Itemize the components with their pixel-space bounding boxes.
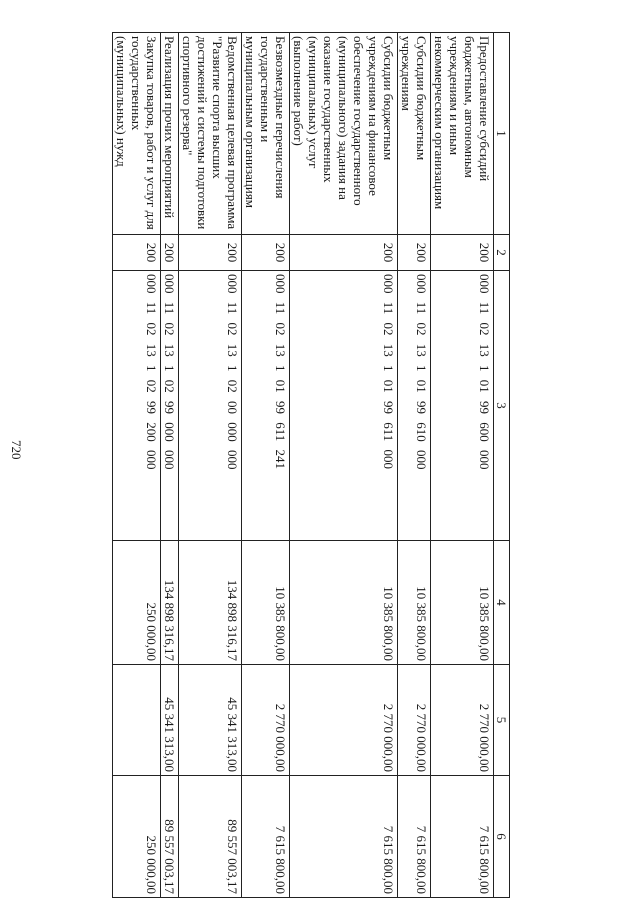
header-row — [494, 33, 510, 898]
row-col4: 250 000,00 — [113, 541, 161, 665]
row-col4: 134 898 316,17 — [179, 541, 242, 665]
row-code: 000 11 02 13 1 01 99 611 000 — [290, 271, 398, 541]
page-number: 720 — [9, 440, 24, 460]
row-code: 000 11 02 13 1 02 99 000 000 — [161, 271, 179, 541]
row-col5: 2 770 000,00 — [431, 665, 494, 776]
table-row — [161, 33, 179, 898]
row-col6: 250 000,00 — [113, 776, 161, 898]
row-col5: 2 770 000,00 — [398, 665, 431, 776]
row-name: Субсидии бюджетным учреждениям на финансовое обеспечение государственного (муниципального) задания на оказание государственных (муниципальных) услуг (выполнение работ) — [290, 33, 398, 235]
row-code: 000 11 02 13 1 02 99 200 000 — [113, 271, 161, 541]
row-col6: 7 615 800,00 — [242, 776, 290, 898]
row-kod: 200 — [242, 235, 290, 271]
row-name: Предоставление субсидий бюджетным, автономным учреждениям и иным некоммерческим организациям — [431, 33, 494, 235]
header-cell: 3 — [494, 271, 510, 541]
row-name: Реализация прочих мероприятий — [161, 33, 179, 235]
table-row — [290, 33, 398, 898]
budget-table — [112, 32, 510, 898]
row-kod: 200 — [161, 235, 179, 271]
row-code: 000 11 02 13 1 01 99 610 000 — [398, 271, 431, 541]
row-col5: 2 770 000,00 — [242, 665, 290, 776]
row-code: 000 11 02 13 1 01 99 611 241 — [242, 271, 290, 541]
row-col4: 10 385 800,00 — [242, 541, 290, 665]
row-col4: 134 898 316,17 — [161, 541, 179, 665]
row-col6: 89 557 003,17 — [161, 776, 179, 898]
row-name: Ведомственная целевая программа "Развитие спорта высших достижений и системы подготовки спортивного резерва" — [179, 33, 242, 235]
header-cell: 1 — [494, 33, 510, 235]
row-code: 000 11 02 13 1 01 99 600 000 — [431, 271, 494, 541]
table-row — [179, 33, 242, 898]
row-col6: 7 615 800,00 — [398, 776, 431, 898]
table-row — [398, 33, 431, 898]
row-col6: 89 557 003,17 — [179, 776, 242, 898]
table-row — [113, 33, 161, 898]
header-cell: 4 — [494, 541, 510, 665]
row-col5: 45 341 313,00 — [179, 665, 242, 776]
row-code: 000 11 02 13 1 02 00 000 000 — [179, 271, 242, 541]
row-kod: 200 — [398, 235, 431, 271]
row-name: Безвозмездные перечисления государственным и муниципальным организациям — [242, 33, 290, 235]
row-kod: 200 — [113, 235, 161, 271]
row-col5: 45 341 313,00 — [161, 665, 179, 776]
row-kod: 200 — [431, 235, 494, 271]
table-row — [431, 33, 494, 898]
row-kod: 200 — [179, 235, 242, 271]
row-kod: 200 — [290, 235, 398, 271]
table-row — [242, 33, 290, 898]
header-cell: 5 — [494, 665, 510, 776]
row-col5 — [113, 665, 161, 776]
header-cell: 6 — [494, 776, 510, 898]
header-cell: 2 — [494, 235, 510, 271]
row-col4: 10 385 800,00 — [431, 541, 494, 665]
row-name: Закупка товаров, работ и услуг для государственных (муниципальных) нужд — [113, 33, 161, 235]
rotated-page — [70, 32, 510, 897]
row-col4: 10 385 800,00 — [398, 541, 431, 665]
row-name: Субсидии бюджетным учреждениям — [398, 33, 431, 235]
row-col4: 10 385 800,00 — [290, 541, 398, 665]
row-col5: 2 770 000,00 — [290, 665, 398, 776]
row-col6: 7 615 800,00 — [431, 776, 494, 898]
row-col6: 7 615 800,00 — [290, 776, 398, 898]
